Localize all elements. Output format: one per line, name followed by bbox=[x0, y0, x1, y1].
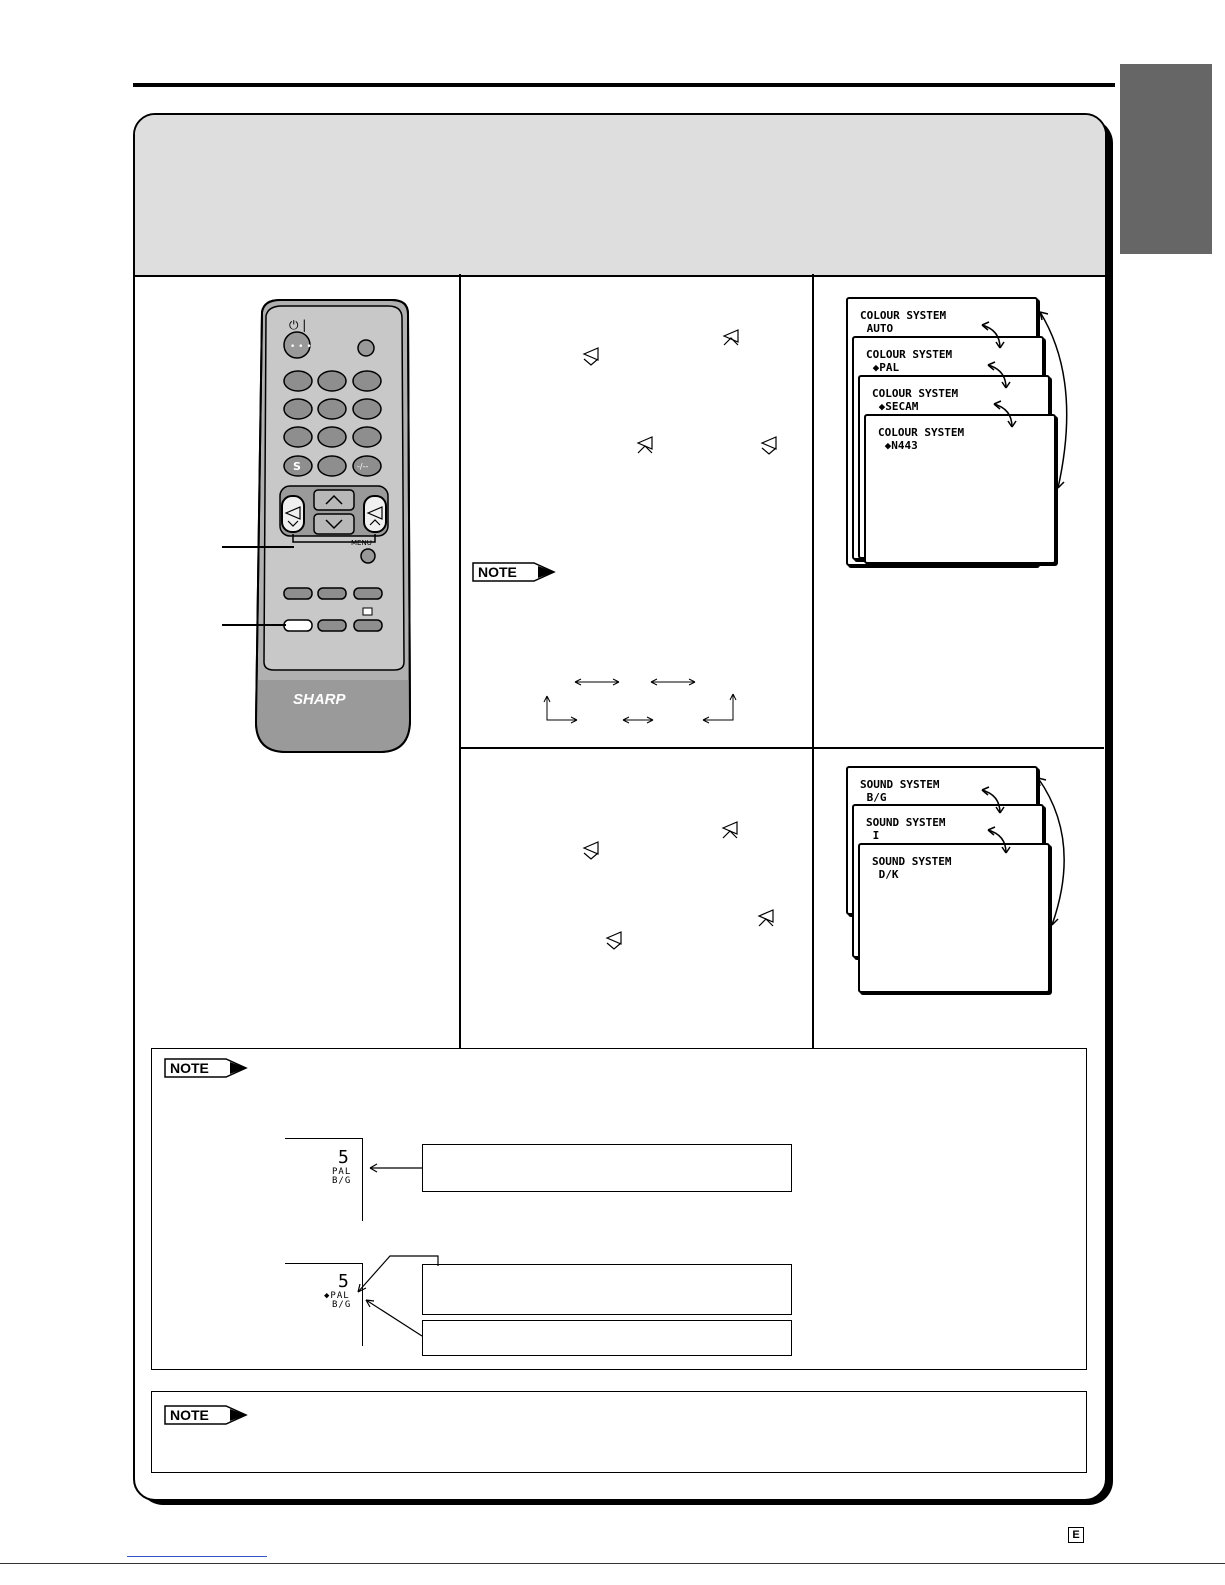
digit-9-button[interactable] bbox=[353, 427, 381, 447]
note-badge-bottom bbox=[164, 1405, 248, 1425]
side-tab bbox=[1120, 64, 1212, 254]
header-panel bbox=[135, 115, 1105, 277]
osd-title: COLOUR SYSTEM bbox=[866, 348, 953, 361]
page-letter: E bbox=[1072, 1529, 1080, 1541]
colour-osd-arrows bbox=[970, 300, 1080, 500]
osd-title: COLOUR SYSTEM bbox=[878, 426, 965, 439]
top-rule bbox=[133, 83, 1115, 87]
digit-1-button[interactable] bbox=[284, 371, 312, 391]
function-button-1[interactable] bbox=[284, 588, 312, 599]
menu-button[interactable] bbox=[361, 549, 375, 563]
digit-5-button[interactable] bbox=[318, 399, 346, 419]
remote-control bbox=[200, 290, 460, 760]
digit-7-button[interactable] bbox=[284, 427, 312, 447]
step-icons-colour bbox=[560, 320, 800, 470]
channel-down-icon[interactable] bbox=[314, 514, 354, 534]
svg-text:NOTE: NOTE bbox=[170, 1407, 209, 1423]
volume-up-icon bbox=[759, 910, 773, 926]
callout-line-system bbox=[222, 624, 286, 626]
osd-value: I bbox=[872, 829, 880, 842]
osd-title: SOUND SYSTEM bbox=[872, 855, 952, 868]
sound-osd-arrows bbox=[970, 770, 1080, 940]
svg-text:MENU: MENU bbox=[351, 539, 372, 547]
osd-title: COLOUR SYSTEM bbox=[860, 309, 947, 322]
volume-down-icon bbox=[584, 842, 598, 859]
function-button-5[interactable] bbox=[318, 620, 346, 631]
note-badge-colour bbox=[472, 562, 556, 582]
bottom-line-black bbox=[0, 1563, 1225, 1564]
volume-down-icon bbox=[762, 437, 776, 454]
explanation-box-3 bbox=[422, 1320, 792, 1356]
digit-0-button[interactable] bbox=[318, 456, 346, 476]
svg-text:⏻ |: ⏻ | bbox=[289, 318, 307, 332]
column-divider-2 bbox=[812, 274, 814, 1049]
channel-up-icon[interactable] bbox=[314, 490, 354, 510]
volume-up-icon bbox=[723, 822, 737, 838]
digit-2-button[interactable] bbox=[318, 371, 346, 391]
swap-icon: S bbox=[293, 460, 301, 473]
page-letter-badge bbox=[1068, 1527, 1084, 1543]
svg-text:• • •: • • • bbox=[290, 342, 312, 352]
explanation-box-1 bbox=[422, 1144, 792, 1192]
digit-8-button[interactable] bbox=[318, 427, 346, 447]
colour-cycle-diagram bbox=[535, 670, 755, 730]
display-button[interactable] bbox=[358, 340, 374, 356]
channel-display-screen-1 bbox=[285, 1138, 363, 1221]
osd-title: SOUND SYSTEM bbox=[860, 778, 940, 791]
volume-up-icon[interactable] bbox=[364, 496, 386, 532]
row-divider bbox=[459, 747, 1104, 749]
colour-system-label: ◆PAL bbox=[324, 1291, 350, 1301]
osd-title: SOUND SYSTEM bbox=[866, 816, 946, 829]
volume-up-icon bbox=[724, 330, 738, 345]
step-icons-sound bbox=[575, 820, 795, 960]
volume-down-icon bbox=[584, 348, 598, 365]
sound-system-label: B/G bbox=[332, 1176, 352, 1186]
volume-down-icon bbox=[607, 932, 621, 949]
svg-text:NOTE: NOTE bbox=[170, 1060, 209, 1076]
volume-down-icon[interactable] bbox=[282, 496, 304, 532]
osd-value: D/K bbox=[878, 868, 899, 881]
explanation-box-2 bbox=[422, 1264, 792, 1315]
digit-4-button[interactable] bbox=[284, 399, 312, 419]
osd-title: COLOUR SYSTEM bbox=[872, 387, 959, 400]
svg-text:NOTE: NOTE bbox=[478, 564, 517, 580]
digit-3-button[interactable] bbox=[353, 371, 381, 391]
bottom-link-line[interactable] bbox=[127, 1556, 267, 1557]
function-button-3[interactable] bbox=[354, 588, 382, 599]
osd-value: ◆SECAM bbox=[878, 400, 919, 413]
osd-value: ◆PAL bbox=[872, 361, 900, 374]
system-button[interactable] bbox=[284, 620, 312, 631]
volume-up-icon bbox=[638, 437, 652, 453]
callout-line-volume bbox=[222, 546, 294, 548]
arrow-icon bbox=[350, 1252, 450, 1342]
osd-value: B/G bbox=[866, 791, 887, 804]
channel-number: 5 bbox=[338, 1147, 349, 1168]
note-badge-display bbox=[164, 1058, 248, 1078]
svg-text:-/--: -/-- bbox=[357, 462, 369, 471]
function-button-6[interactable] bbox=[354, 620, 382, 631]
arrow-icon bbox=[362, 1160, 424, 1180]
note-section-bottom bbox=[151, 1391, 1087, 1473]
osd-value: AUTO bbox=[866, 322, 894, 335]
colour-system-label: PAL bbox=[332, 1167, 352, 1177]
brand-logo: SHARP bbox=[293, 691, 346, 708]
function-button-2[interactable] bbox=[318, 588, 346, 599]
digit-6-button[interactable] bbox=[353, 399, 381, 419]
sound-system-label: B/G bbox=[332, 1300, 352, 1310]
osd-value: ◆N443 bbox=[884, 439, 918, 452]
channel-number: 5 bbox=[338, 1271, 349, 1292]
